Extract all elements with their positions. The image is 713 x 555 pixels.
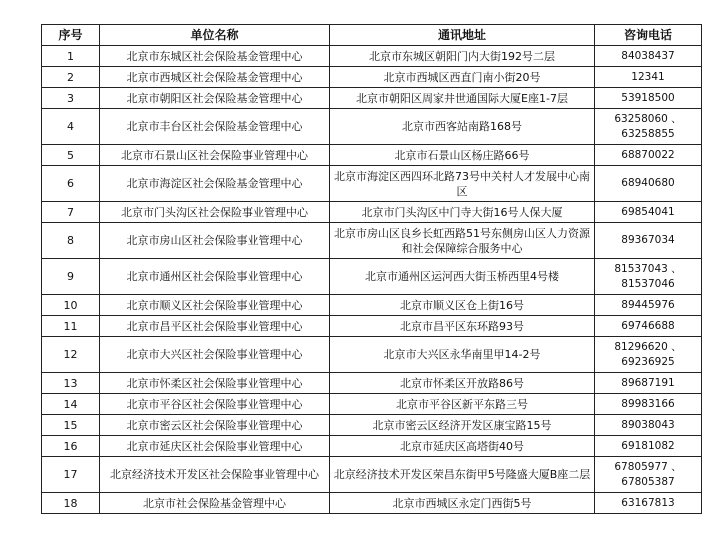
header-row	[42, 25, 702, 46]
table-row	[42, 337, 702, 373]
row-number: 6	[42, 166, 100, 202]
phone-number: 69236925	[621, 355, 675, 368]
phone-number: 63258855	[621, 127, 675, 140]
phone	[595, 295, 702, 316]
table-row	[42, 46, 702, 67]
unit-name: 北京市社会保险基金管理中心	[100, 493, 330, 514]
phone-number: 68870022	[621, 148, 675, 161]
row-number: 18	[42, 493, 100, 514]
unit-name: 北京市朝阳区社会保险基金管理中心	[100, 88, 330, 109]
phone-number: 69854041	[621, 205, 675, 218]
unit-name: 北京市东城区社会保险基金管理中心	[100, 46, 330, 67]
phone-number: 89367034	[621, 234, 675, 246]
table-row	[42, 436, 702, 457]
address: 北京市通州区运河西大街玉桥西里4号楼	[330, 259, 595, 295]
phone-number: 63167813	[621, 496, 675, 509]
address: 北京市密云区经济开发区康宝路15号	[330, 415, 595, 436]
phone-number: 89983166	[621, 397, 675, 410]
phone-number: 81537043 、	[614, 262, 682, 275]
phone	[595, 373, 702, 394]
address: 北京市平谷区新平东路三号	[330, 394, 595, 415]
phone	[595, 493, 702, 514]
row-number: 5	[42, 145, 100, 166]
row-number: 16	[42, 436, 100, 457]
phone-number: 89687191	[621, 376, 675, 389]
phone-number: 53918500	[621, 91, 675, 104]
row-number: 4	[42, 109, 100, 145]
phone-number: 89038043	[621, 418, 675, 431]
table-row	[42, 145, 702, 166]
phone	[595, 88, 702, 109]
unit-name: 北京市西城区社会保险基金管理中心	[100, 67, 330, 88]
phone	[595, 337, 702, 373]
row-number: 2	[42, 67, 100, 88]
table-row	[42, 415, 702, 436]
phone-number: 67805387	[621, 475, 675, 488]
table-row	[42, 67, 702, 88]
phone	[595, 202, 702, 223]
contact-table	[41, 24, 702, 514]
phone-number: 81296620 、	[614, 340, 682, 353]
unit-name: 北京市密云区社会保险事业管理中心	[100, 415, 330, 436]
phone-number: 69181082	[621, 439, 675, 452]
row-number: 10	[42, 295, 100, 316]
address: 北京市西城区永定门西街5号	[330, 493, 595, 514]
row-number: 17	[42, 457, 100, 493]
unit-name: 北京市通州区社会保险事业管理中心	[100, 259, 330, 295]
address: 北京市顺义区仓上街16号	[330, 295, 595, 316]
address: 北京市大兴区永华南里甲14-2号	[330, 337, 595, 373]
row-number: 15	[42, 415, 100, 436]
row-number: 8	[42, 223, 100, 259]
address: 北京市东城区朝阳门内大街192号二层	[330, 46, 595, 67]
phone	[595, 223, 702, 259]
phone-number: 68940680	[621, 177, 675, 189]
phone	[595, 259, 702, 295]
row-number: 3	[42, 88, 100, 109]
row-number: 9	[42, 259, 100, 295]
phone	[595, 457, 702, 493]
address: 北京市石景山区杨庄路66号	[330, 145, 595, 166]
address: 北京经济技术开发区荣昌东街甲5号隆盛大厦B座二层	[330, 457, 595, 493]
table-row	[42, 493, 702, 514]
row-number: 11	[42, 316, 100, 337]
address: 北京市房山区良乡长虹西路51号东侧房山区人力资源和社会保障综合服务中心	[330, 223, 595, 259]
phone	[595, 394, 702, 415]
address: 北京市西客站南路168号	[330, 109, 595, 145]
address: 北京市朝阳区周家井世通国际大厦E座1-7层	[330, 88, 595, 109]
row-number: 7	[42, 202, 100, 223]
table-row	[42, 109, 702, 145]
unit-name: 北京经济技术开发区社会保险事业管理中心	[100, 457, 330, 493]
phone-number: 84038437	[621, 49, 675, 62]
address: 北京市怀柔区开放路86号	[330, 373, 595, 394]
table-row	[42, 259, 702, 295]
phone-number: 63258060 、	[614, 112, 682, 125]
table-row	[42, 394, 702, 415]
phone	[595, 436, 702, 457]
phone	[595, 46, 702, 67]
table-row	[42, 88, 702, 109]
header-address: 通讯地址	[330, 25, 595, 46]
table-row	[42, 373, 702, 394]
unit-name: 北京市平谷区社会保险事业管理中心	[100, 394, 330, 415]
phone-number: 67805977 、	[614, 460, 682, 473]
table-row	[42, 166, 702, 202]
table-header	[42, 25, 702, 46]
phone	[595, 166, 702, 202]
unit-name: 北京市石景山区社会保险事业管理中心	[100, 145, 330, 166]
unit-name: 北京市房山区社会保险事业管理中心	[100, 223, 330, 259]
unit-name: 北京市大兴区社会保险事业管理中心	[100, 337, 330, 373]
phone-number: 69746688	[621, 319, 675, 332]
unit-name: 北京市昌平区社会保险事业管理中心	[100, 316, 330, 337]
table-row	[42, 295, 702, 316]
phone	[595, 109, 702, 145]
table-row	[42, 202, 702, 223]
phone-number: 12341	[631, 70, 665, 83]
row-number: 13	[42, 373, 100, 394]
phone	[595, 316, 702, 337]
table-row	[42, 316, 702, 337]
table-body	[42, 46, 702, 514]
unit-name: 北京市延庆区社会保险事业管理中心	[100, 436, 330, 457]
address: 北京市西城区西直门南小街20号	[330, 67, 595, 88]
phone	[595, 415, 702, 436]
address: 北京市延庆区高塔街40号	[330, 436, 595, 457]
header-unit-name: 单位名称	[100, 25, 330, 46]
unit-name: 北京市丰台区社会保险基金管理中心	[100, 109, 330, 145]
unit-name: 北京市怀柔区社会保险事业管理中心	[100, 373, 330, 394]
unit-name: 北京市海淀区社会保险基金管理中心	[100, 166, 330, 202]
phone-number: 89445976	[621, 298, 675, 311]
address: 北京市海淀区西四环北路73号中关村人才发展中心南区	[330, 166, 595, 202]
phone	[595, 67, 702, 88]
row-number: 14	[42, 394, 100, 415]
unit-name: 北京市门头沟区社会保险事业管理中心	[100, 202, 330, 223]
table-row	[42, 223, 702, 259]
phone-number: 81537046	[621, 277, 675, 290]
header-no: 序号	[42, 25, 100, 46]
table-row	[42, 457, 702, 493]
header-phone: 咨询电话	[595, 25, 702, 46]
row-number: 12	[42, 337, 100, 373]
address: 北京市门头沟区中门寺大街16号人保大厦	[330, 202, 595, 223]
row-number: 1	[42, 46, 100, 67]
unit-name: 北京市顺义区社会保险事业管理中心	[100, 295, 330, 316]
address: 北京市昌平区东环路93号	[330, 316, 595, 337]
phone	[595, 145, 702, 166]
